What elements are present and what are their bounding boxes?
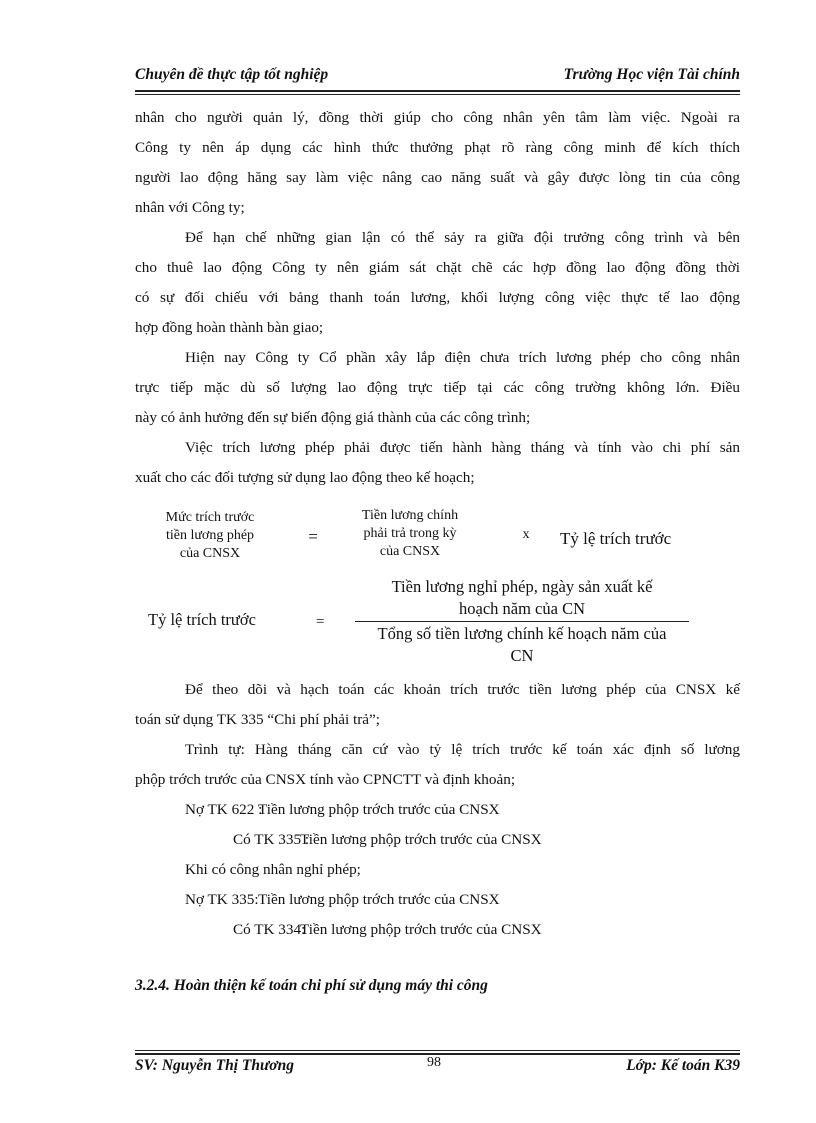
text-line: Hiện nay Công ty Cổ phần xây lắp điện chưa trích lương phép cho công nhân xyxy=(185,349,740,366)
text-line: Công ty nên áp dụng các hình thức thưởng phạt rõ ràng công minh để kích thích xyxy=(135,139,740,156)
formula1-multiply: x xyxy=(522,527,530,542)
formula1-term2: Tỷ lệ trích trước xyxy=(560,529,672,548)
entry-description: Tiền lương phộp trớch trước của CNSX xyxy=(300,921,542,938)
text-line: Để theo dõi và hạch toán các khoản trích trước tiền lương phép của CNSX kế xyxy=(185,681,740,698)
formula1-lhs xyxy=(140,509,280,563)
formula2-denominator xyxy=(355,623,689,667)
numerator-line: Tiền lương nghỉ phép, ngày sản xuất kế xyxy=(391,577,653,596)
formula1-equals: = xyxy=(308,527,318,546)
numerator-line: hoạch năm của CN xyxy=(459,599,585,618)
text-line: cho thuê lao động Công ty nên giám sát chặt chẽ các hợp đồng lao động đồng thời xyxy=(135,259,740,276)
text-line: nhân cho người quản lý, đồng thời giúp cho công nhân yên tâm làm việc. Ngoài ra xyxy=(135,109,740,126)
text-line: nhân với Công ty; xyxy=(135,199,245,216)
entry-description: Tiền lương phộp trớch trước của CNSX xyxy=(258,801,500,818)
footer-class: Lớp: Kế toán K39 xyxy=(626,1057,740,1074)
formula1-term1-line: Tiền lương chính xyxy=(361,508,459,523)
page-footer xyxy=(135,1057,740,1079)
formula1-lhs-line: của CNSX xyxy=(179,546,241,561)
entry-description: Tiền lương phộp trớch trước của CNSX xyxy=(258,891,500,908)
page-number: 98 xyxy=(427,1055,441,1070)
text-line: Trình tự: Hàng tháng căn cứ vào tỷ lệ trích trước kế toán xác định số lương xyxy=(185,741,740,758)
text-line: trực tiếp mặc dù số lượng lao động trực tiếp tại các công trường không lớn. Điều xyxy=(135,379,740,396)
entry-account: Nợ TK 335: xyxy=(185,891,259,908)
text-line: người lao động hăng say làm việc nâng cao năng suất và gây được lòng tin của công xyxy=(135,169,740,186)
text-line: này có ảnh hưởng đến sự biến động giá thành của các công trình; xyxy=(135,409,531,426)
formula1-term1-line: của CNSX xyxy=(379,544,441,559)
formula2-equals: = xyxy=(316,614,325,630)
entry-account: Khi có công nhân nghỉ phép; xyxy=(185,861,361,878)
text-line: có sự đối chiếu với bảng thanh toán lương, khối lượng công việc thực tế lao động xyxy=(135,289,740,306)
text-line: Để hạn chế những gian lận có thể sảy ra giữa đội trưởng công trình và bên xyxy=(185,229,740,246)
text-line: toán sử dụng TK 335 “Chi phí phải trả”; xyxy=(135,711,381,728)
formula1-lhs-line: Mức trích trước xyxy=(165,510,255,525)
formula2-lhs: Tỷ lệ trích trước xyxy=(148,610,256,629)
formula1-lhs-line: tiền lương phép xyxy=(165,528,255,543)
formula2-numerator xyxy=(355,576,689,620)
header-rule xyxy=(135,90,740,95)
formula1-term1 xyxy=(340,507,480,561)
text-line: xuất cho các đối tượng sử dụng lao động theo kế hoạch; xyxy=(135,469,475,486)
entry-account: Có TK 335 : xyxy=(233,831,310,848)
header-left-title: Chuyên đề thực tập tốt nghiệp xyxy=(135,66,329,83)
denominator-line: Tổng số tiền lương chính kế hoạch năm của xyxy=(377,624,667,643)
page-header xyxy=(135,66,740,88)
formula1-term1-line: phải trả trong kỳ xyxy=(363,526,457,541)
text-line: Việc trích lương phép phải được tiến hành hàng tháng và tính vào chi phí sản xyxy=(185,439,740,456)
footer-student-name: SV: Nguyễn Thị Thương xyxy=(135,1057,294,1074)
entry-description: Tiền lương phộp trớch trước của CNSX xyxy=(300,831,542,848)
entry-account: Nợ TK 622 : xyxy=(185,801,263,818)
text-line: hợp đồng hoàn thành bàn giao; xyxy=(135,319,324,336)
section-heading: 3.2.4. Hoàn thiện kế toán chi phí sử dụng máy thi công xyxy=(135,977,488,994)
entry-account: Có TK 334: xyxy=(233,921,306,938)
header-right-institution: Trường Học viện Tài chính xyxy=(563,66,740,83)
denominator-line: CN xyxy=(510,646,534,665)
text-line: phộp trớch trước của CNSX tính vào CPNCTT và định khoản; xyxy=(135,771,516,788)
fraction-bar xyxy=(355,621,689,622)
